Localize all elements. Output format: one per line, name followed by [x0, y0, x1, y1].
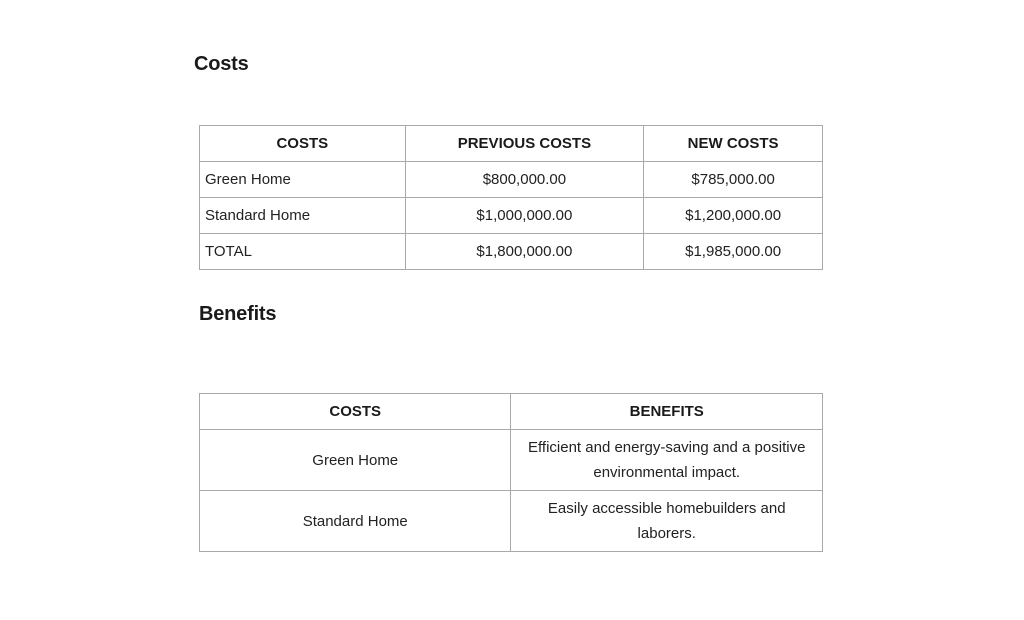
column-header-new-costs: NEW COSTS: [644, 126, 823, 162]
column-header-costs: COSTS: [200, 126, 406, 162]
costs-table: [199, 125, 823, 270]
benefits-table: [199, 393, 823, 552]
table-header-row: [200, 126, 823, 162]
new-cost-total: $1,985,000.00: [644, 234, 823, 270]
column-header-costs: COSTS: [200, 394, 511, 430]
table-row-total: [200, 234, 823, 270]
row-label: TOTAL: [200, 234, 406, 270]
previous-cost-value: $800,000.00: [405, 162, 644, 198]
table-row: [200, 491, 823, 552]
column-header-previous-costs: PREVIOUS COSTS: [405, 126, 644, 162]
table-header-row: [200, 394, 823, 430]
new-cost-value: $785,000.00: [644, 162, 823, 198]
benefit-text: Efficient and energy-saving and a positive environmental impact.: [511, 430, 823, 491]
benefit-text: Easily accessible homebuilders and laborers.: [511, 491, 823, 552]
benefits-heading: Benefits: [199, 303, 277, 325]
previous-cost-total: $1,800,000.00: [405, 234, 644, 270]
row-label: Green Home: [200, 162, 406, 198]
table-row: [200, 430, 823, 491]
row-label: Green Home: [200, 430, 511, 491]
costs-heading: Costs: [194, 53, 249, 75]
table-row: [200, 198, 823, 234]
row-label: Standard Home: [200, 491, 511, 552]
table-row: [200, 162, 823, 198]
previous-cost-value: $1,000,000.00: [405, 198, 644, 234]
column-header-benefits: BENEFITS: [511, 394, 823, 430]
row-label: Standard Home: [200, 198, 406, 234]
new-cost-value: $1,200,000.00: [644, 198, 823, 234]
